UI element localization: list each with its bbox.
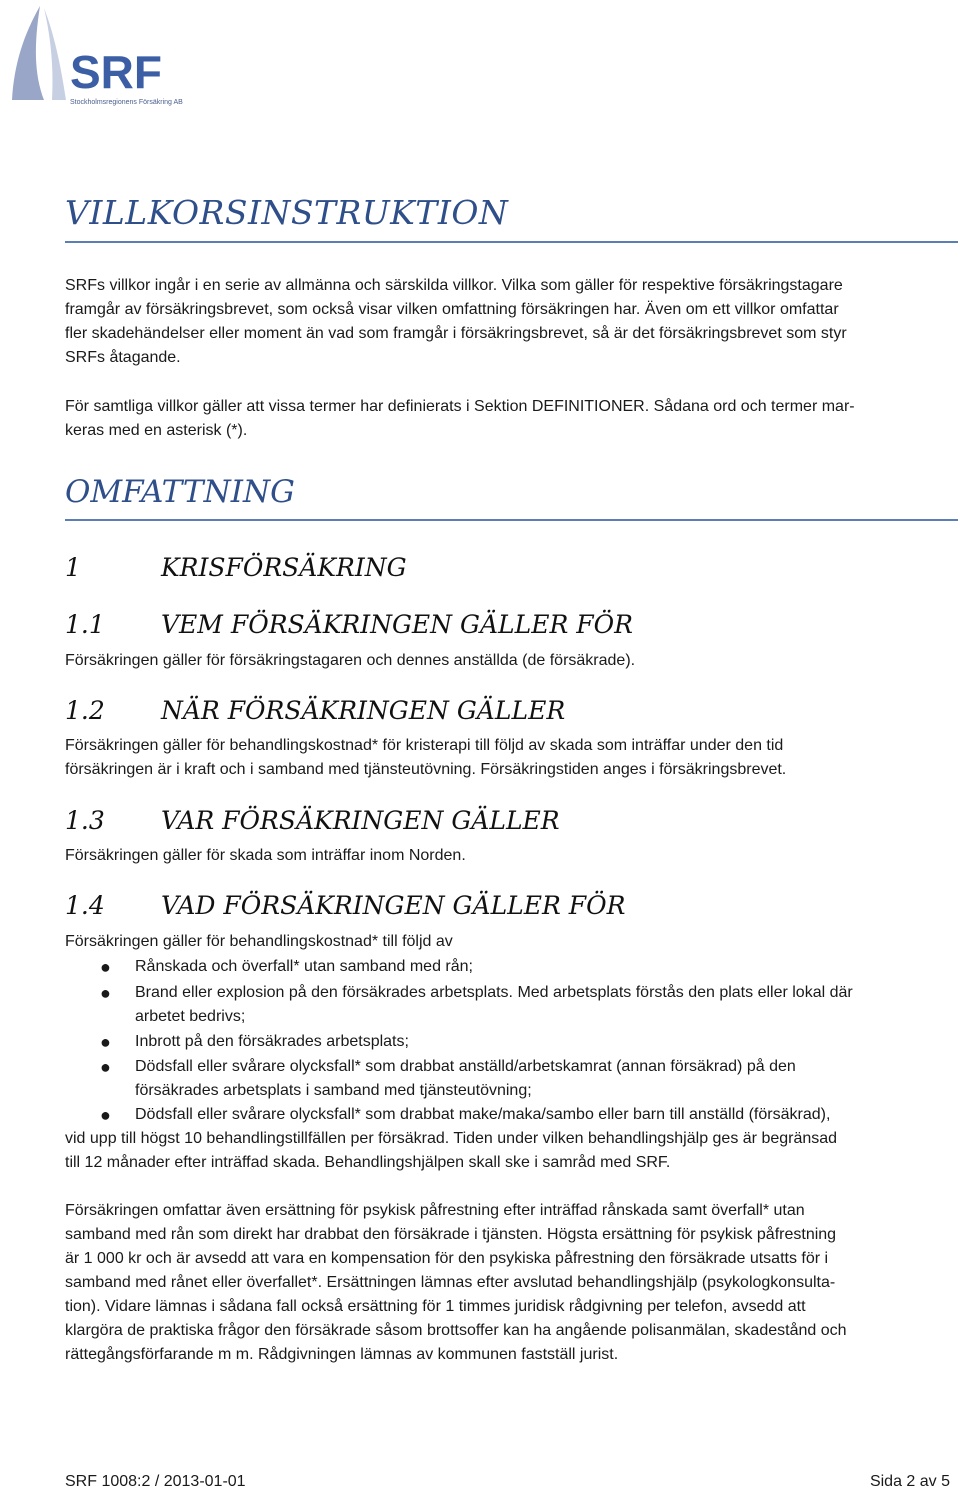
text-line: Inbrott på den försäkrades arbetsplats; (135, 1033, 409, 1050)
text-line: klargöra de praktiska frågor den försäkrade såsom brottsoffer kan ha angående polisanmälan, skadestånd och (65, 1322, 847, 1339)
footer-page-number: Sida 2 av 5 (869, 1473, 950, 1490)
text-line: Försäkringen omfattar även ersättning för psykisk påfrestning efter inträffad rånskada samt överfall* utan (65, 1202, 805, 1219)
text-line: vid upp till högst 10 behandlingstillfällen per försäkrad. Tiden under vilken behandlingshjälp ges är begränsad (65, 1130, 838, 1147)
title-divider (65, 241, 958, 243)
text-line: SRFs åtagande. (65, 349, 181, 366)
text-line: Rånskada och överfall* utan samband med rån; (135, 958, 473, 975)
section-1-1-text: Försäkringen gäller för försäkringstagaren och dennes anställda (de försäkrade). (65, 652, 636, 669)
sail-shape-front (44, 8, 66, 100)
text-line: är 1 000 kr och är avsedd att vara en kompensation för den psykiska påfrestning den försäkrade utsatts för i (65, 1250, 829, 1267)
section-number: 1 (65, 553, 81, 582)
section-heading-1-2 (65, 696, 565, 725)
text-line: samband med rånet eller överfallet*. Ersättningen lämnas efter avslutad behandlingshjälp (psykologkonsulta- (65, 1274, 836, 1291)
section-title: KRISFÖRSÄKRING (161, 553, 407, 582)
text-line: keras med en asterisk (*). (65, 422, 248, 439)
logo-wordmark: SRF (70, 46, 162, 98)
bullet-item (135, 1030, 935, 1054)
text-line: till 12 månader efter inträffad skada. Behandlingshjälpen skall ske i samråd med SRF. (65, 1154, 671, 1171)
section-1-4-lead: Försäkringen gäller för behandlingskostnad* till följd av (65, 933, 453, 950)
logo-subtitle: Stockholmsregionens Försäkring AB (70, 99, 183, 106)
text-line: framgår av försäkringsbrevet, som också visar vilken omfattning försäkringen har. Även om ett villkor omfattar (65, 301, 839, 318)
section-number: 1.4 (65, 891, 105, 920)
section-title: VAR FÖRSÄKRINGEN GÄLLER (161, 806, 560, 835)
text-line: arbetet bedrivs; (135, 1008, 246, 1025)
section-heading-1-3 (65, 806, 560, 835)
text-line: SRFs villkor ingår i en serie av allmänna och särskilda villkor. Vilka som gäller för respektive försäkringstagare (65, 277, 843, 294)
bullet-item (135, 981, 935, 1029)
bullet-dot: ● (100, 1105, 111, 1125)
text-line: För samtliga villkor gäller att vissa termer har definierats i Sektion DEFINITIONER. Sådana ord och termer mar- (65, 398, 855, 415)
section-title: NÄR FÖRSÄKRINGEN GÄLLER (161, 696, 566, 725)
section-number: 1.1 (65, 610, 105, 639)
section-1-4-continuation (65, 1127, 950, 1175)
bullet-dot: ● (100, 983, 111, 1003)
section-heading-1 (65, 553, 407, 582)
text-line: Dödsfall eller svårare olycksfall* som drabbat make/maka/sambo eller barn till anställd (försäkrad), (135, 1106, 831, 1123)
srf-logo (4, 4, 204, 112)
section-heading-1-1 (65, 610, 633, 639)
text-line: Dödsfall eller svårare olycksfall* som drabbat anställd/arbetskamrat (annan försäkrad) på den (135, 1058, 796, 1075)
text-line: Brand eller explosion på den försäkrades arbetsplats. Med arbetsplats förstås den plats eller lokal där (135, 984, 853, 1001)
bullet-item (135, 955, 935, 979)
bullet-dot: ● (100, 1057, 111, 1077)
sail-shape-back (12, 6, 44, 100)
text-line: Försäkringen gäller för behandlingskostnad* för kristerapi till följd av skada som inträffar under den tid (65, 737, 784, 754)
bullet-item (135, 1055, 935, 1103)
section-1-2-text (65, 734, 950, 782)
text-line: försäkringen är i kraft och i samband med tjänsteutövning. Försäkringstiden anges i försäkringsbrevet. (65, 761, 787, 778)
text-line: samband med rån som direkt har drabbat den försäkrade i tjänsten. Högsta ersättning för psykisk påfrestning (65, 1226, 837, 1243)
section-title: VAD FÖRSÄKRINGEN GÄLLER FÖR (161, 891, 626, 920)
section-number: 1.2 (65, 696, 105, 725)
section-1-4-paragraph (65, 1199, 950, 1367)
page-title: VILLKORSINSTRUKTION (65, 193, 509, 232)
section-heading-1-4 (65, 891, 625, 920)
bullet-dot: ● (100, 1032, 111, 1052)
section-1-3-text: Försäkringen gäller för skada som inträffar inom Norden. (65, 847, 466, 864)
text-line: rättegångsförfarande m m. Rådgivningen lämnas av kommunen fastställ jurist. (65, 1346, 619, 1363)
bullet-dot: ● (100, 957, 111, 977)
footer-document-id: SRF 1008:2 / 2013-01-01 (65, 1473, 246, 1490)
section-number: 1.3 (65, 806, 105, 835)
omfattning-divider (65, 519, 958, 521)
bullet-item (135, 1103, 935, 1127)
text-line: fler skadehändelser eller moment än vad som framgår i försäkringsbrevet, så är det försäkringsbrevet som styr (65, 325, 847, 342)
text-line: försäkrades arbetsplats i samband med tjänsteutövning; (135, 1082, 532, 1099)
section-heading-omfattning: OMFATTNING (65, 474, 295, 510)
intro-paragraph-1 (65, 274, 950, 370)
intro-paragraph-2 (65, 395, 950, 443)
section-title: VEM FÖRSÄKRINGEN GÄLLER FÖR (161, 610, 633, 639)
text-line: tion). Vidare lämnas i sådana fall också ersättning för 1 timmes juridisk rådgivning per telefon, avsedd att (65, 1298, 806, 1315)
